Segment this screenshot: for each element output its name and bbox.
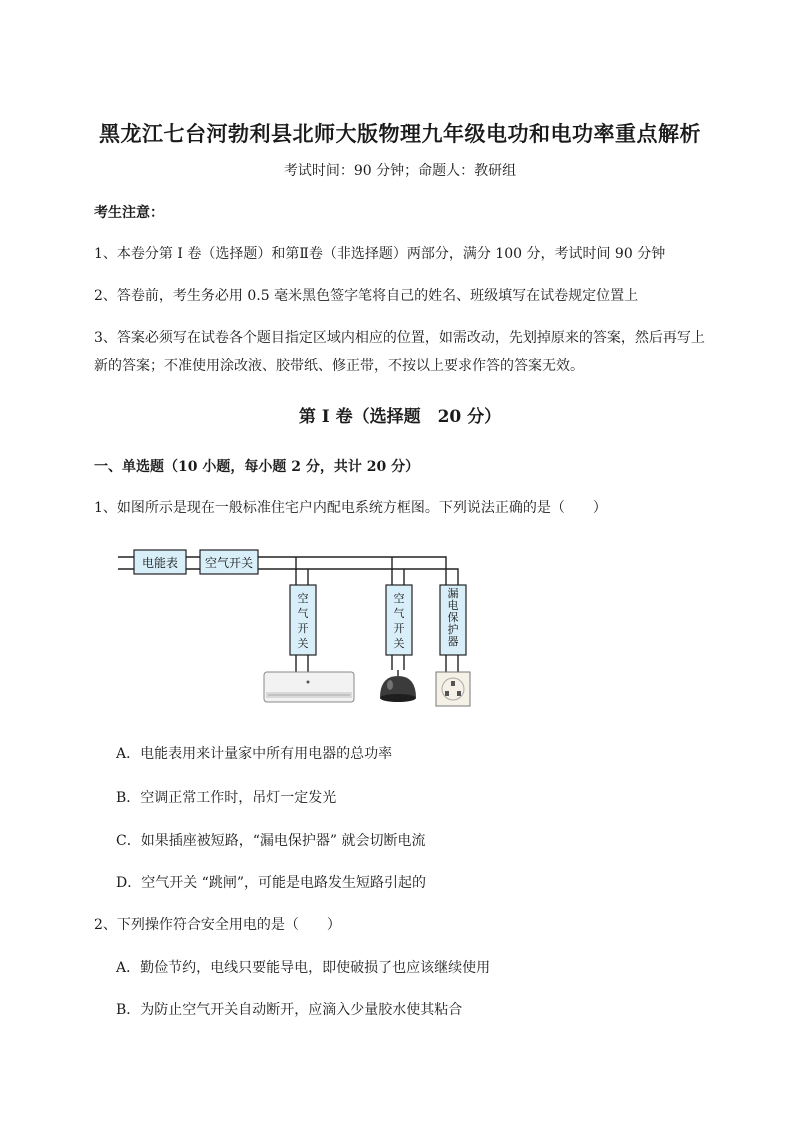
question-1-option: D．空气开关 “跳闸”，可能是电路发生短路引起的 (116, 875, 426, 891)
main-air-switch-box (200, 550, 258, 574)
notice-item: 3、答案必须写在试卷各个题目指定区域内相应的位置，如需改动，先划掉原来的答案，然后再写上新的答案；不准使用涂改液、胶带纸、修正带，不按以上要求作答的答案无效。 (94, 330, 705, 374)
section-heading: 第 I 卷（选择题 20 分） (298, 407, 502, 427)
main-air-switch-label: 空气开关 (204, 556, 254, 570)
energy-meter-label: 电能表 (141, 556, 179, 570)
question-1-option: A．电能表用来计量家中所有用电器的总功率 (116, 746, 393, 762)
question-1-option: B．空调正常工作时，吊灯一定发光 (116, 790, 337, 806)
notice-item: 2、答卷前，考生务必用 0.5 毫米黑色签字笔将自己的姓名、班级填写在试卷规定位置上 (94, 288, 639, 304)
part-heading: 一、单选题（10 小题，每小题 2 分，共计 20 分） (94, 459, 420, 475)
question-1-stem: 1、如图所示是现在一般标准住宅户内配电系统方框图。下列说法正确的是（ ） (94, 500, 607, 516)
pendant-lamp-icon (380, 670, 416, 702)
question-2-option: A．勤俭节约，电线只要能导电，即使破损了也应该继续使用 (116, 960, 491, 976)
wall-socket-icon (436, 672, 470, 706)
branch-air-switch-label: 空气开关 (297, 592, 309, 650)
distribution-system-diagram (118, 540, 478, 715)
question-1-option: C．如果插座被短路，“漏电保护器” 就会切断电流 (116, 833, 426, 849)
energy-meter-box (134, 550, 186, 574)
notice-item: 1、本卷分第 I 卷（选择题）和第Ⅱ卷（非选择题）两部分，满分 100 分，考试时间 90 分钟 (94, 246, 666, 262)
question-2-option: B．为防止空气开关自动断开，应滴入少量胶水使其粘合 (116, 1002, 463, 1018)
leakage-protector-label: 漏电保护器 (447, 587, 459, 648)
exam-meta: 考试时间：90 分钟；命题人：教研组 (283, 163, 517, 179)
notice-heading: 考生注意： (94, 205, 164, 221)
question-2-stem: 2、下列操作符合安全用电的是（ ） (94, 917, 341, 933)
page-title: 黑龙江七台河勃利县北师大版物理九年级电功和电功率重点解析 (99, 121, 701, 146)
air-conditioner-icon (264, 672, 354, 702)
branch-air-switch-label: 空气开关 (393, 592, 405, 650)
